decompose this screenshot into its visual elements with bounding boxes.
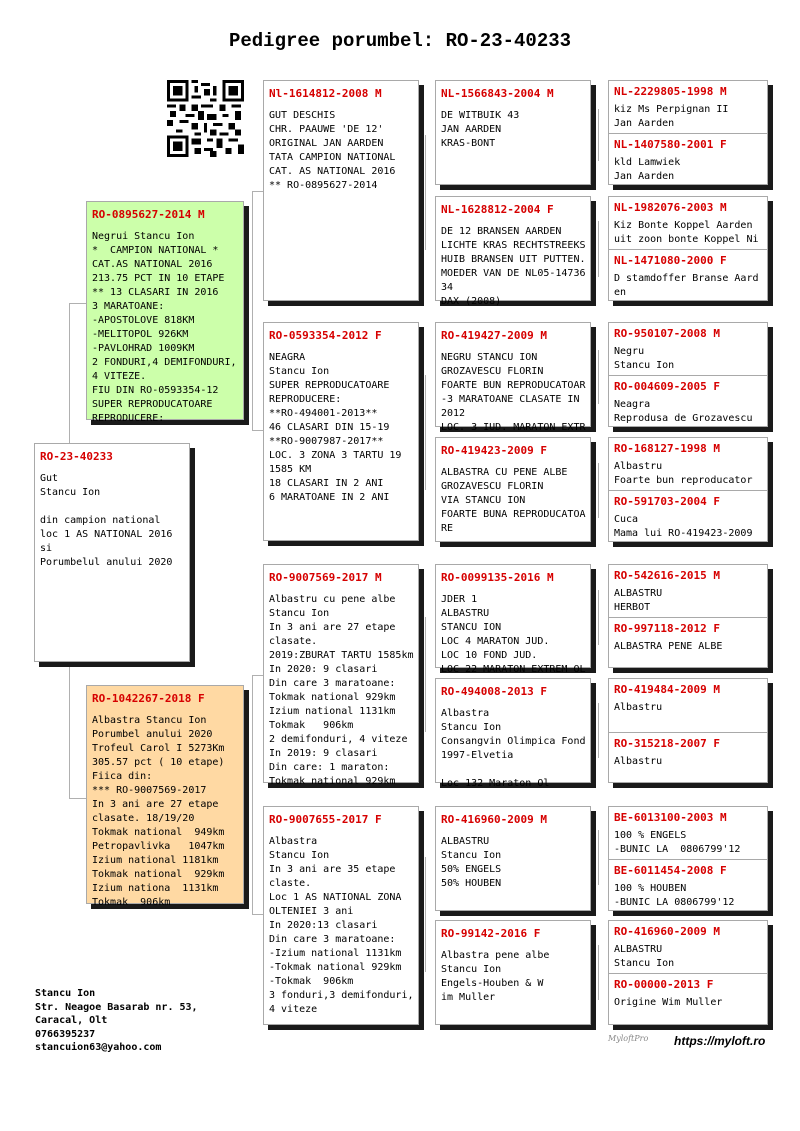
gen4-entry[interactable] — [609, 249, 767, 302]
website-link[interactable]: https://myloft.ro — [674, 1034, 766, 1048]
gen4-entry[interactable] — [609, 490, 767, 543]
pigeon-description: Negrui Stancu Ion * CAMPION NATIONAL * CAT.AS NATIONAL 2016 213.75 PCT IN 10 ETAPE ** 13 CLASARI IN 2016 3 MARATOANE: -APOSTOLOVE 818KM -MELITOPOL 926KM -PAVLOHRAD 1009KM 2 FONDURI,4 DEMIFONDURI, 4 VITEZE. FIU DIN RO-0593354-12 SUPER REPRODUCATOARE REPRODUCERE: — [92, 231, 237, 424]
pigeon-description: ALBASTRU HERBOT — [614, 588, 663, 613]
ring-number: RO-23-40233 — [40, 450, 113, 463]
connector-line — [598, 703, 599, 758]
pigeon-description: Albastru — [614, 756, 663, 767]
pigeon-description: 100 % ENGELS -BUNIC LA 0806799'12 — [614, 830, 741, 855]
gen4-pair-card[interactable] — [608, 920, 768, 1025]
connector-line — [598, 830, 599, 885]
gen4-entry[interactable] — [609, 807, 767, 859]
ring-number: RO-168127-1998 M — [614, 442, 720, 455]
pigeon-description: Gut Stancu Ion din campion national loc 1 AS NATIONAL 2016 si Porumbelul anului 2020 — [40, 473, 173, 568]
ring-number: RO-0099135-2016 M — [441, 571, 554, 584]
connector-line — [252, 191, 253, 431]
owner-contact: Stancu Ion Str. Neagoe Basarab nr. 53, Caracal, Olt 0766395237 stancuion63@yahoo.com — [35, 988, 198, 1053]
pigeon-description: Albastru — [614, 702, 663, 713]
gen4-entry[interactable] — [609, 617, 767, 669]
ring-number: RO-542616-2015 M — [614, 569, 720, 582]
ring-number: NL-1566843-2004 M — [441, 87, 554, 100]
ring-number: RO-00000-2013 F — [614, 978, 714, 991]
connector-line — [69, 798, 86, 799]
gen4-entry[interactable] — [609, 197, 767, 249]
gen3-card[interactable] — [435, 437, 591, 542]
pigeon-description: D stamdoffer Branse Aard en — [614, 273, 759, 298]
mother-mother-card[interactable] — [263, 806, 419, 1025]
gen3-card[interactable] — [435, 806, 591, 911]
pigeon-description: Negru Stancu Ion — [614, 346, 675, 371]
connector-line — [598, 590, 599, 645]
connector-line — [598, 945, 599, 1000]
qr-code-icon — [167, 80, 244, 157]
pigeon-description: Albastra Stancu Ion Consangvin Olimpica Fond 1997-Elvetia Loc 132 Maraton Ol — [441, 708, 586, 789]
ring-number: RO-9007569-2017 M — [269, 571, 382, 584]
gen4-pair-card[interactable] — [608, 678, 768, 783]
ring-number: RO-416960-2009 M — [441, 813, 547, 826]
gen4-entry[interactable] — [609, 859, 767, 912]
gen4-entry[interactable] — [609, 732, 767, 784]
ring-number: NL-1982076-2003 M — [614, 201, 727, 214]
pigeon-description: ALBASTRA CU PENE ALBE GROZAVESCU FLORIN VIA STANCU ION FOARTE BUNA REPRODUCATOA RE — [441, 467, 586, 534]
pigeon-description: Albastra Stancu Ion In 3 ani are 35 etape claste. Loc 1 AS NATIONAL ZONA OLTENIEI 3 ani In 2020:13 clasari Din care 3 maratoane: -Izium national 1131km -Tokmak national 929km -Tokmak 906km 3 fonduri,3 demifonduri, 4 viteze — [269, 836, 414, 1015]
ring-number: RO-9007655-2017 F — [269, 813, 382, 826]
gen3-card[interactable] — [435, 564, 591, 675]
ring-number: RO-591703-2004 F — [614, 495, 720, 508]
ring-number: BE-6013100-2003 M — [614, 811, 727, 824]
gen4-pair-card[interactable] — [608, 80, 768, 185]
ring-number: RO-419423-2009 F — [441, 444, 547, 457]
father-mother-card[interactable] — [263, 322, 419, 541]
ring-number: RO-0593354-2012 F — [269, 329, 382, 342]
connector-line — [598, 109, 599, 161]
gen4-pair-card[interactable] — [608, 322, 768, 427]
ring-number: BE-6011454-2008 F — [614, 864, 727, 877]
ring-number: NL-2229805-1998 M — [614, 85, 727, 98]
gen4-entry[interactable] — [609, 973, 767, 1026]
subject-card[interactable] — [34, 443, 190, 662]
father-card[interactable] — [86, 201, 244, 424]
myloft-logo: MyloftPro — [608, 1034, 649, 1043]
gen3-card[interactable] — [435, 678, 591, 789]
ring-number: RO-419484-2009 M — [614, 683, 720, 696]
gen4-entry[interactable] — [609, 375, 767, 428]
connector-line — [425, 375, 426, 490]
pigeon-description: Neagra Reprodusa de Grozavescu — [614, 399, 753, 424]
pigeon-description: ALBASTRU Stancu Ion — [614, 944, 675, 969]
ring-number: NL-1407580-2001 F — [614, 138, 727, 151]
pigeon-description: NEAGRA Stancu Ion SUPER REPRODUCATOARE REPRODUCERE: **RO-494001-2013** 46 CLASARI DIN 15-19 **RO-9007987-2017** LOC. 3 ZONA 3 TARTU 19 1585 KM 18 CLASARI IN 2 ANI 6 MARATOANE IN 2 ANI — [269, 352, 402, 503]
ring-number: RO-494008-2013 F — [441, 685, 547, 698]
pigeon-description: Albastru Foarte bun reproducator — [614, 461, 753, 486]
connector-line — [425, 135, 426, 250]
ring-number: RO-1042267-2018 F — [92, 692, 205, 705]
ring-number: RO-0895627-2014 M — [92, 208, 205, 221]
gen3-card[interactable] — [435, 920, 591, 1025]
connector-line — [598, 221, 599, 277]
father-father-card[interactable] — [263, 80, 419, 301]
ring-number: RO-997118-2012 F — [614, 622, 720, 635]
gen4-pair-card[interactable] — [608, 196, 768, 301]
gen4-entry[interactable] — [609, 81, 767, 133]
pigeon-description: JDER 1 ALBASTRU STANCU ION LOC 4 MARATON JUD. LOC 10 FOND JUD. LOC 22 MARATON EXTREM OL — [441, 594, 586, 675]
connector-line — [598, 463, 599, 518]
gen4-entry[interactable] — [609, 133, 767, 186]
gen4-entry[interactable] — [609, 438, 767, 490]
gen4-entry[interactable] — [609, 921, 767, 973]
connector-line — [252, 675, 253, 915]
pigeon-description: ALBASTRA PENE ALBE — [614, 641, 723, 652]
pigeon-description: DE 12 BRANSEN AARDEN LICHTE KRAS RECHTSTREEKS HUIB BRANSEN UIT PUTTEN. MOEDER VAN DE NL05-14736 34 DAX (2008) — [441, 226, 586, 307]
connector-line — [425, 857, 426, 972]
connector-line — [425, 617, 426, 732]
ring-number: RO-950107-2008 M — [614, 327, 720, 340]
gen3-card[interactable] — [435, 196, 591, 307]
gen4-entry[interactable] — [609, 323, 767, 375]
gen3-card[interactable] — [435, 80, 591, 185]
pigeon-description: kiz Ms Perpignan II Jan Aarden — [614, 104, 729, 129]
gen4-pair-card[interactable] — [608, 437, 768, 542]
gen3-card[interactable] — [435, 322, 591, 433]
gen4-entry[interactable] — [609, 565, 767, 617]
ring-number: RO-419427-2009 M — [441, 329, 547, 342]
pigeon-description: Cuca Mama lui RO-419423-2009 — [614, 514, 753, 539]
ring-number: RO-416960-2009 M — [614, 925, 720, 938]
pigeon-description: Albastra pene albe Stancu Ion Engels-Houben & W im Muller — [441, 950, 550, 1003]
ring-number: RO-004609-2005 F — [614, 380, 720, 393]
pigeon-description: GUT DESCHIS CHR. PAAUWE 'DE 12' ORIGINAL JAN AARDEN TATA CAMPION NATIONAL CAT. AS NATIONAL 2016 ** RO-0895627-2014 — [269, 110, 396, 191]
page-title: Pedigree porumbel: RO-23-40233 — [228, 30, 572, 52]
pigeon-description: DE WITBUIK 43 JAN AARDEN KRAS-BONT — [441, 110, 520, 149]
mother-father-card[interactable] — [263, 564, 419, 787]
ring-number: RO-99142-2016 F — [441, 927, 541, 940]
gen4-entry[interactable] — [609, 679, 767, 732]
connector-line — [598, 350, 599, 404]
ring-number: NL-1628812-2004 F — [441, 203, 554, 216]
ring-number: Nl-1614812-2008 M — [269, 87, 382, 100]
pigeon-description: Kiz Bonte Koppel Aarden uit zoon bonte Koppel Ni — [614, 220, 759, 245]
pigeon-description: NEGRU STANCU ION GROZAVESCU FLORIN FOARTE BUN REPRODUCATOAR -3 MARATOANE CLASATE IN 2012 LOC. 3 IUD. MARATON EXTR — [441, 352, 586, 433]
pigeon-description: 100 % HOUBEN -BUNIC LA 0806799'12 — [614, 883, 735, 908]
connector-line — [69, 303, 86, 304]
ring-number: NL-1471080-2000 F — [614, 254, 727, 267]
ring-number: RO-315218-2007 F — [614, 737, 720, 750]
pigeon-description: kld Lamwiek Jan Aarden — [614, 157, 681, 182]
gen4-pair-card[interactable] — [608, 806, 768, 911]
pigeon-description: Albastru cu pene albe Stancu Ion In 3 ani are 27 etape clasate. 2019:ZBURAT TARTU 1585km In 2020: 9 clasari Din care 3 maratoane: Tokmak national 929km Izium national 1131km Tokmak 906km 2 demifonduri, 4 viteze In 2019: 9 clasari Din care: 1 maraton: Tokmak national 929km — [269, 594, 414, 787]
gen4-pair-card[interactable] — [608, 564, 768, 668]
pigeon-description: Albastra Stancu Ion Porumbel anului 2020 Trofeul Carol I 5273Km 305.57 pct ( 10 etape) Fiica din: *** RO-9007569-2017 In 3 ani are 27 etape clasate. 18/19/20 Tokmak national 949km Petropavlivka 1047km Izium national 1181km Tokmak national 929km Izium nationa 1131km Tokmak 906km — [92, 715, 225, 908]
pigeon-description: ALBASTRU Stancu Ion 50% ENGELS 50% HOUBEN — [441, 836, 502, 889]
pigeon-description: Origine Wim Muller — [614, 997, 723, 1008]
mother-card[interactable] — [86, 685, 244, 908]
